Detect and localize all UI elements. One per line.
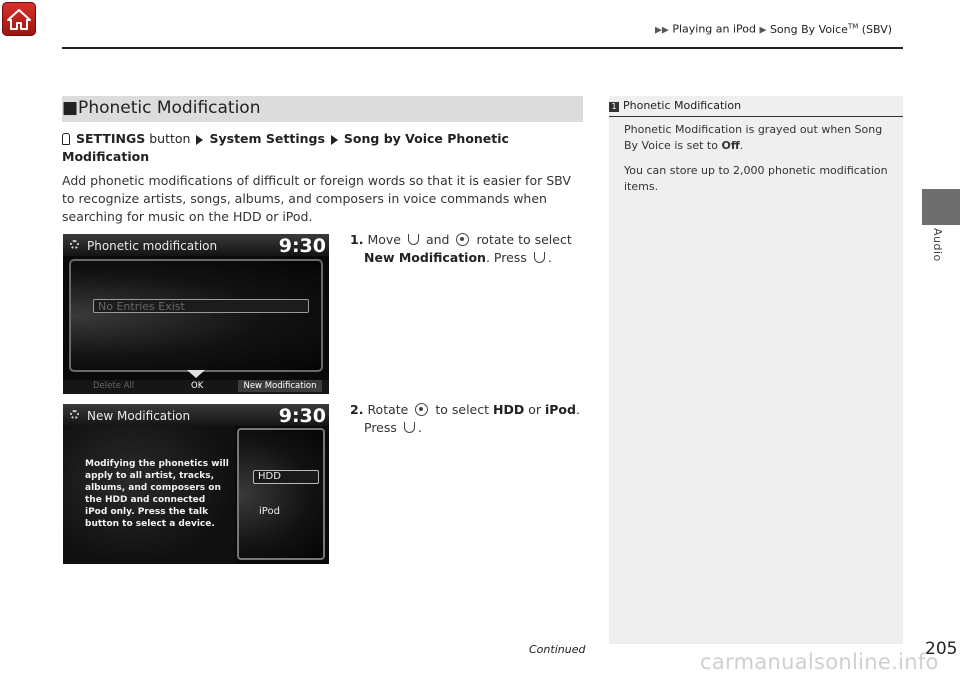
screen-title: New Modification bbox=[87, 409, 191, 423]
scroll-down-indicator bbox=[187, 370, 205, 378]
note-box bbox=[609, 96, 903, 644]
breadcrumb-item[interactable]: Playing an iPod bbox=[672, 22, 757, 36]
delete-all-button[interactable]: Delete All bbox=[93, 381, 135, 391]
message-text: Modifying the phonetics will apply to all artist, tracks, albums, and composers on the HDD and connected iPod only. Press the talk button to select a device. bbox=[85, 459, 229, 529]
interface-dial-push-icon bbox=[404, 422, 415, 433]
continued-label: Continued bbox=[529, 643, 586, 656]
screen-new-modification bbox=[63, 404, 329, 564]
note-title: 1 Phonetic Modification bbox=[609, 99, 903, 117]
section-heading bbox=[62, 96, 583, 122]
side-tab-marker bbox=[922, 189, 960, 225]
new-modification-button[interactable]: New Modification bbox=[238, 380, 322, 392]
option-ipod[interactable]: iPod bbox=[259, 506, 280, 517]
section-title: ■Phonetic Modification bbox=[62, 98, 261, 118]
screen-title: Phonetic modification bbox=[87, 239, 218, 253]
gear-icon bbox=[70, 410, 79, 419]
interface-dial-rotate-icon bbox=[456, 233, 469, 246]
list-item-no-entries[interactable]: No Entries Exist bbox=[93, 299, 309, 313]
screen-phonetic-modification bbox=[63, 234, 329, 394]
page-number: 205 bbox=[925, 639, 958, 659]
interface-dial-push-icon bbox=[408, 234, 419, 245]
option-hdd[interactable]: HDD bbox=[253, 470, 319, 484]
arrow-icon bbox=[331, 135, 338, 145]
device-panel bbox=[237, 428, 325, 560]
interface-dial-rotate-icon bbox=[415, 403, 428, 416]
home-icon bbox=[6, 7, 32, 31]
hand-icon bbox=[62, 133, 70, 145]
side-tab-label: Audio bbox=[931, 228, 944, 262]
ok-button[interactable]: OK bbox=[191, 381, 204, 391]
header-divider bbox=[62, 47, 903, 49]
breadcrumb bbox=[655, 22, 892, 36]
step-1: 1. Move and rotate to select New Modification. Press . bbox=[350, 232, 572, 265]
interface-dial-push-icon bbox=[534, 252, 545, 263]
intro-text: Add phonetic modifications of difficult or foreign words so that it is easier for SBV to recognize artists, songs, albums, and composers in voice commands when searching for music on the HDD or iPod. bbox=[62, 173, 571, 224]
menu-path: SETTINGS button System Settings Song by Voice Phonetic Modification bbox=[62, 131, 509, 164]
note-paragraph: Phonetic Modification is grayed out when Song By Voice is set to Off. bbox=[624, 123, 883, 152]
note-badge: 1 bbox=[609, 102, 619, 112]
breadcrumb-arrow-icon: ▶ bbox=[759, 25, 767, 36]
breadcrumb-item[interactable]: Song By Voice™ (SBV) bbox=[769, 22, 893, 36]
home-button[interactable] bbox=[2, 2, 36, 36]
note-paragraph: You can store up to 2,000 phonetic modification items. bbox=[624, 164, 888, 193]
watermark: carmanualsonline.info bbox=[700, 650, 939, 674]
screen-list-area bbox=[69, 259, 323, 372]
screen-clock: 9:30 bbox=[278, 235, 326, 257]
gear-icon bbox=[70, 240, 79, 249]
arrow-icon bbox=[196, 135, 203, 145]
screen-clock: 9:30 bbox=[278, 405, 326, 427]
breadcrumb-arrow-icon: ▶▶ bbox=[655, 25, 669, 36]
step-2: 2. Rotate to select HDD or iPod. Press . bbox=[350, 402, 580, 435]
